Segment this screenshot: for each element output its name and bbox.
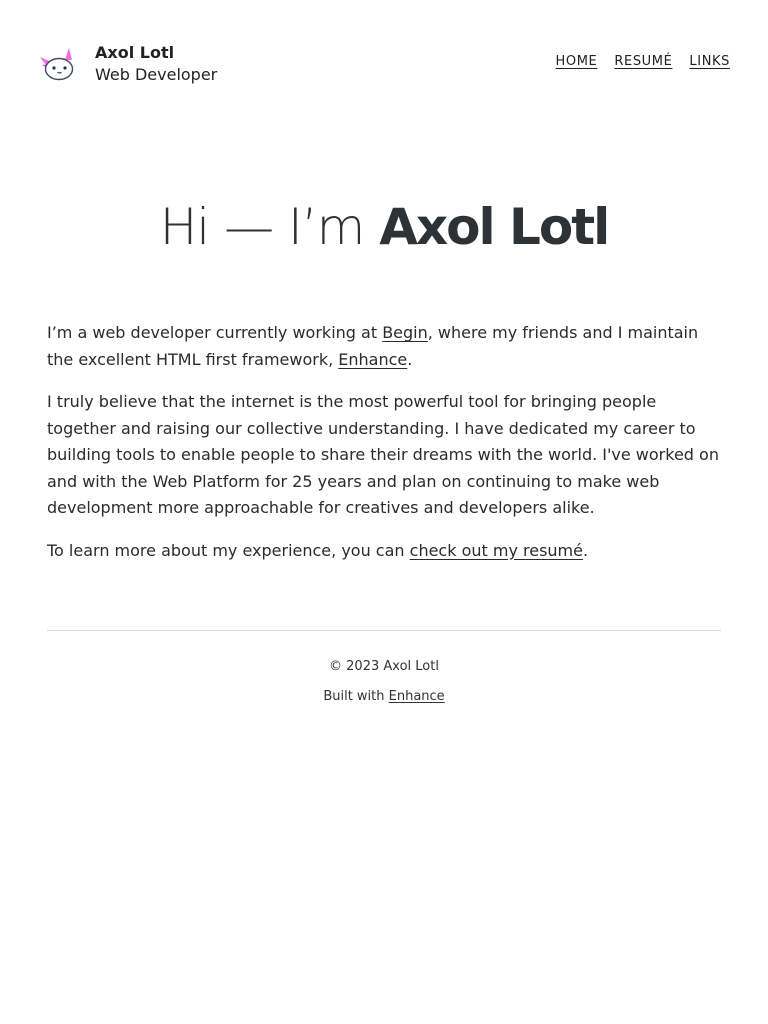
- intro-content: [47, 320, 723, 580]
- intro-paragraph-3: [47, 538, 723, 565]
- copyright: © 2023 Axol Lotl: [329, 659, 439, 674]
- footer-divider: [47, 630, 721, 631]
- axolotl-avatar-icon[interactable]: [38, 46, 76, 82]
- brand-name: Axol Lotl: [95, 43, 175, 62]
- intro-text: I’m a web developer currently working at: [47, 323, 383, 342]
- site-header: [0, 0, 768, 120]
- hero-greeting: Hi — I’m: [159, 198, 380, 256]
- resume-link[interactable]: check out my resumé: [409, 540, 583, 560]
- brand: [95, 42, 217, 86]
- nav-link-home[interactable]: HOME: [555, 54, 598, 69]
- footer-enhance-link[interactable]: Enhance: [388, 689, 445, 704]
- intro-text: To learn more about my experience, you can: [47, 540, 410, 560]
- hero-heading: [0, 192, 768, 262]
- site-footer: [0, 658, 768, 718]
- intro-paragraph-1: [47, 320, 723, 373]
- nav-link-links[interactable]: LINKS: [689, 54, 730, 69]
- built-with: [0, 688, 768, 706]
- intro-paragraph-2: I truly believe that the internet is the most powerful tool for bringing people together and raising our collective understanding. I have dedicated my career to building tools to enable people to share their dreams with the world. I've worked on and with the Web Platform for 25 years and plan on continuing to make web development more approachable for creatives and developers alike.: [47, 392, 719, 517]
- brand-role: Web Developer: [95, 65, 218, 84]
- axolotl-avatar-icon-graphic: [38, 46, 76, 82]
- begin-link[interactable]: Begin: [382, 323, 428, 342]
- hero-name: Axol Lotl: [379, 198, 609, 256]
- intro-text: .: [407, 349, 413, 369]
- intro-text: .: [582, 540, 589, 560]
- intro-text: , where my friends and I maintain the excellent HTML first framework,: [47, 323, 699, 369]
- enhance-link[interactable]: Enhance: [338, 349, 408, 369]
- nav-link-resume[interactable]: RESUMÉ: [614, 54, 673, 69]
- built-with-text: Built with: [323, 689, 389, 704]
- main-nav: [556, 54, 730, 69]
